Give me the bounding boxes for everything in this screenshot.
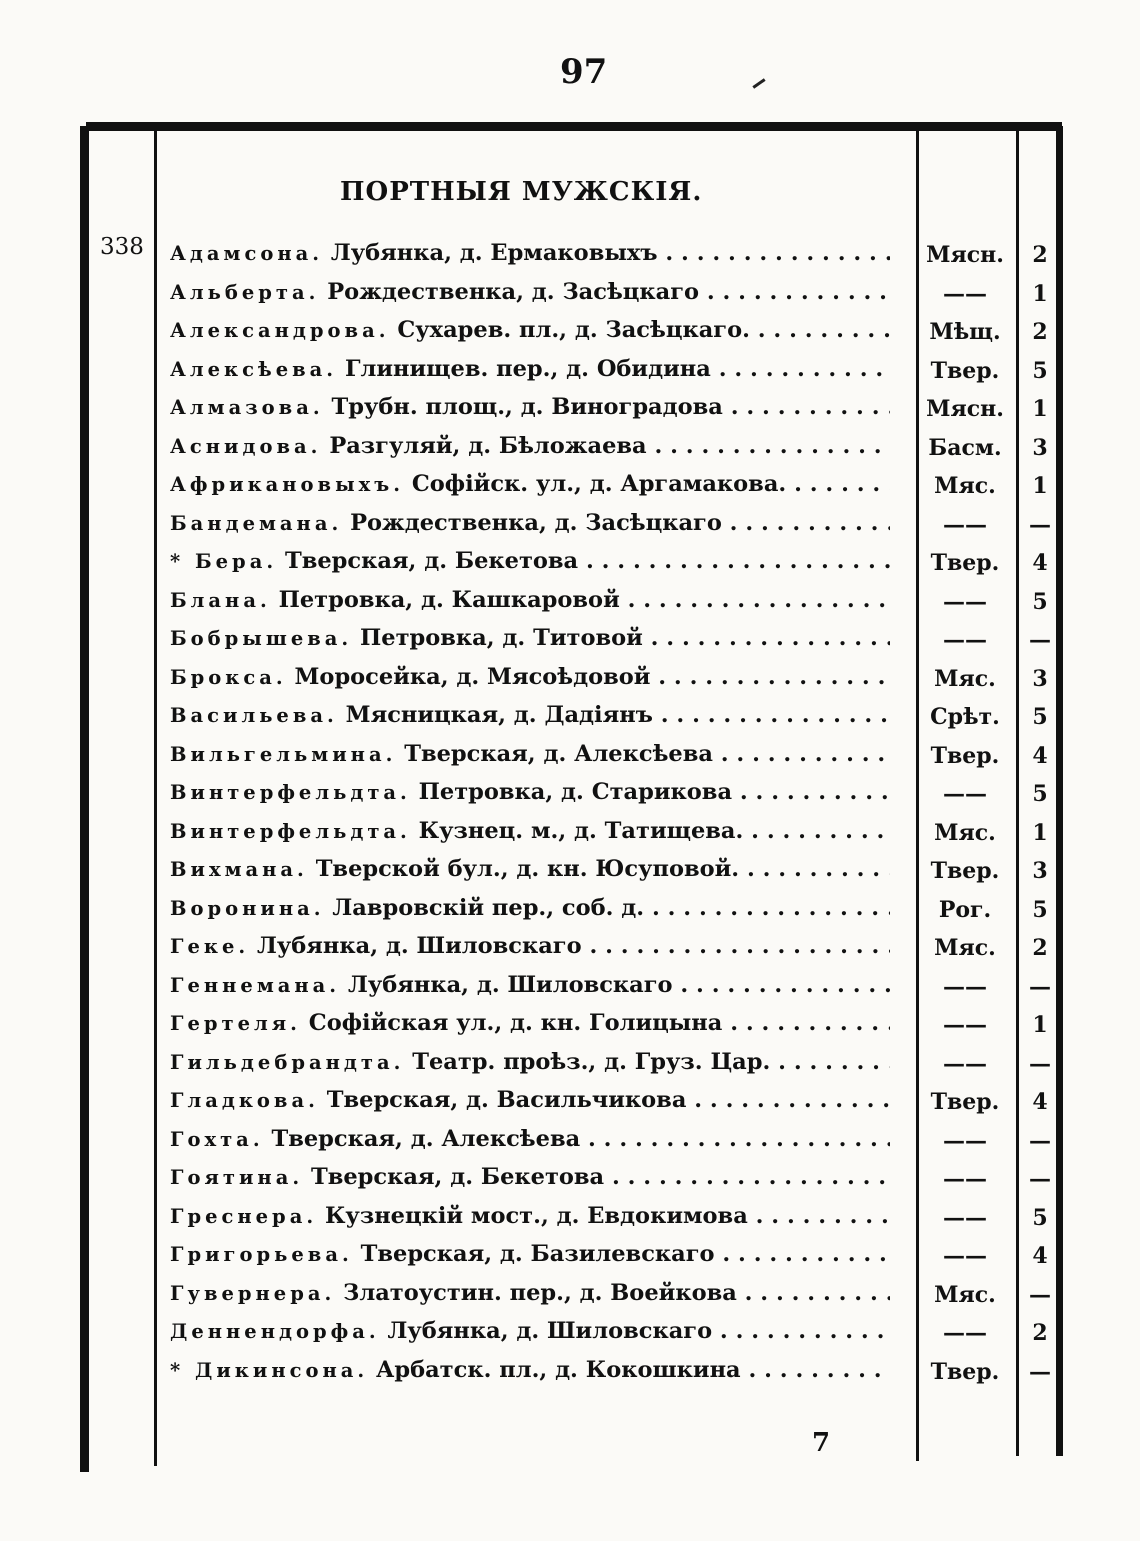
tailor-name: Александрова. <box>170 319 390 342</box>
district: —— <box>943 1320 987 1346</box>
list-item <box>170 1355 1060 1394</box>
ink-mark <box>752 78 765 88</box>
district: Мѣщ. <box>929 319 1001 345</box>
address: Лубянка, д. Шиловскаго <box>347 971 673 998</box>
list-item <box>170 893 1060 932</box>
list-item <box>170 970 1060 1009</box>
tailor-name: Альберта. <box>170 280 320 304</box>
section-heading: ПОРТНЫЯ МУЖСКІЯ. <box>340 177 703 207</box>
address: Моросейка, д. Мясоѣдовой <box>294 663 651 690</box>
district: —— <box>943 280 987 307</box>
count: 1 <box>1032 1012 1048 1038</box>
count: 4 <box>1032 1243 1048 1269</box>
address: Глинищев. пер., д. Обидина <box>344 355 711 382</box>
district: Мясн. <box>926 396 1004 422</box>
address: Петровка, д. Титовой <box>360 625 643 651</box>
district: —— <box>943 1204 987 1231</box>
count: 2 <box>1032 935 1048 961</box>
district: Басм. <box>928 434 1002 461</box>
district: Срѣт. <box>930 704 1000 730</box>
tailor-name: Алексѣева. <box>170 357 338 381</box>
tailor-name: Африкановыхъ. <box>170 473 405 496</box>
tailor-name: Бобрышева. <box>170 627 353 650</box>
entry-list <box>170 238 1060 1393</box>
address: Тверская, д. Алексѣева <box>271 1125 581 1152</box>
count: 5 <box>1032 1204 1048 1231</box>
district: Мяс. <box>934 665 996 692</box>
address: Лубянка, д. Ермаковыхъ <box>330 240 658 266</box>
district: —— <box>943 1127 987 1154</box>
list-item <box>170 931 1060 970</box>
district: —— <box>943 973 987 1000</box>
district: Рог. <box>938 896 992 923</box>
district: Мяс. <box>934 935 996 961</box>
list-item <box>170 392 1060 431</box>
address: Театр. проѣз., д. Груз. Цар. <box>412 1048 771 1075</box>
count: 5 <box>1032 588 1048 615</box>
list-item <box>170 1008 1060 1047</box>
count: 2 <box>1032 242 1048 268</box>
address: Рождественка, д. Засѣцкаго <box>350 509 722 536</box>
list-item <box>170 469 1060 508</box>
tailor-name: Геке. <box>170 935 250 958</box>
list-item <box>170 1085 1060 1124</box>
signature-mark: 7 <box>812 1428 831 1458</box>
tailor-name: Гладкова. <box>170 1089 319 1112</box>
tailor-name: Винтерфельдта. <box>170 781 411 804</box>
tailor-name: Алмазова. <box>170 396 324 419</box>
tailor-name: Гохта. <box>170 1127 264 1151</box>
address: Петровка, д. Кашкаровой <box>278 586 620 613</box>
count: 3 <box>1032 858 1048 884</box>
address: Тверская, д. Васильчикова <box>326 1087 687 1113</box>
address: Софійская ул., д. кн. Голицына <box>308 1010 723 1036</box>
address: Тверской бул., д. кн. Юсуповой. <box>315 856 740 882</box>
address: Рождественка, д. Засѣцкаго <box>327 278 700 305</box>
list-item <box>170 277 1060 316</box>
address: Кузнец. м., д. Татищева. <box>418 817 744 844</box>
tailor-name: Васильева. <box>170 704 338 727</box>
count: 5 <box>1032 896 1048 923</box>
tailor-name: Гоятина. <box>170 1166 304 1189</box>
tailor-name: Деннендорфа. <box>170 1320 380 1343</box>
district: Твер. <box>930 1358 1000 1385</box>
count: — <box>1029 1166 1051 1192</box>
tailor-name: Аснидова. <box>170 434 322 458</box>
tailor-name: Винтерфельдта. <box>170 819 411 843</box>
list-item <box>170 854 1060 893</box>
district: Мяс. <box>934 1281 996 1308</box>
address: Разгуляй, д. Бѣложаева <box>329 432 647 459</box>
address: Тверская, д. Бекетова <box>284 548 579 574</box>
tailor-name: * Дикинсона. <box>170 1358 369 1382</box>
district: —— <box>943 588 987 615</box>
list-item <box>170 1047 1060 1086</box>
tailor-name: Геннемана. <box>170 973 341 997</box>
list-item <box>170 662 1060 701</box>
count: 1 <box>1032 473 1048 499</box>
tailor-name: Блана. <box>170 588 271 612</box>
entry-number: 338 <box>100 234 144 260</box>
list-item <box>170 1239 1060 1278</box>
list-item <box>170 431 1060 470</box>
district: Твер. <box>930 742 1000 769</box>
list-item <box>170 1124 1060 1163</box>
tailor-name: * Бера. <box>170 550 278 573</box>
list-item <box>170 816 1060 855</box>
tailor-name: Гильдебрандта. <box>170 1050 405 1074</box>
district: Твер. <box>930 357 1000 384</box>
district: —— <box>943 511 987 538</box>
tailor-name: Гертеля. <box>170 1012 301 1035</box>
address: Тверская, д. Алексѣева <box>404 740 713 767</box>
list-item <box>170 700 1060 739</box>
count: — <box>1029 973 1051 1000</box>
count: — <box>1029 1127 1051 1154</box>
count: 5 <box>1032 704 1048 730</box>
list-item <box>170 1278 1060 1317</box>
district: Мясн. <box>926 242 1004 268</box>
column-rule <box>80 126 89 1472</box>
address: Арбатск. пл., д. Кокошкина <box>376 1356 741 1383</box>
count: 3 <box>1032 434 1048 461</box>
address: Софійск. ул., д. Аргамакова. <box>411 471 787 497</box>
list-item <box>170 315 1060 354</box>
tailor-name: Воронина. <box>170 896 325 920</box>
tailor-name: Вихмана. <box>170 858 308 881</box>
list-item <box>170 238 1060 277</box>
count: 4 <box>1032 550 1048 576</box>
count: 5 <box>1032 781 1048 807</box>
tailor-name: Брокса. <box>170 665 287 689</box>
list-item <box>170 1201 1060 1240</box>
district: —— <box>943 1012 987 1038</box>
count: 4 <box>1032 1089 1048 1115</box>
district: Твер. <box>930 858 1000 884</box>
column-rule <box>154 126 157 1466</box>
list-item <box>170 623 1060 662</box>
count: 3 <box>1032 665 1048 692</box>
district: —— <box>943 627 987 653</box>
list-item <box>170 354 1060 393</box>
address: Златоустин. пер., д. Воейкова <box>343 1279 737 1306</box>
tailor-name: Григорьева. <box>170 1243 353 1266</box>
tailor-name: Греснера. <box>170 1204 318 1228</box>
district: —— <box>943 781 987 807</box>
district: Мяс. <box>934 473 996 499</box>
count: 4 <box>1032 742 1048 769</box>
list-item <box>170 546 1060 585</box>
page-number: 97 <box>560 52 608 92</box>
count: — <box>1029 511 1051 538</box>
tailor-name: Вильгельмина. <box>170 742 397 766</box>
count: — <box>1029 1050 1051 1077</box>
address: Лавровскій пер., соб. д. <box>332 894 645 921</box>
address: Лубянка, д. Шиловскаго <box>257 933 582 959</box>
district: —— <box>943 1166 987 1192</box>
count: 1 <box>1032 819 1048 846</box>
address: Лубянка, д. Шиловскаго <box>387 1318 713 1344</box>
address: Петровка, д. Старикова <box>418 779 733 805</box>
count: 1 <box>1032 280 1048 307</box>
district: Мяс. <box>934 819 996 846</box>
list-item <box>170 739 1060 778</box>
address: Тверская, д. Базилевскаго <box>360 1241 715 1267</box>
list-item <box>170 777 1060 816</box>
list-item <box>170 1162 1060 1201</box>
directory-table <box>80 122 1062 1472</box>
count: 2 <box>1032 1320 1048 1346</box>
district: —— <box>943 1050 987 1077</box>
tailor-name: Гувернера. <box>170 1281 336 1305</box>
list-item <box>170 585 1060 624</box>
address: Мясницкая, д. Дадіянъ <box>345 702 653 728</box>
count: — <box>1029 1358 1051 1385</box>
address: Тверская, д. Бекетова <box>310 1164 605 1190</box>
count: — <box>1029 627 1051 653</box>
list-item <box>170 508 1060 547</box>
district: —— <box>943 1243 987 1269</box>
tailor-name: Бандемана. <box>170 511 343 535</box>
address: Сухарев. пл., д. Засѣцкаго. <box>397 317 750 343</box>
count: 5 <box>1032 357 1048 384</box>
count: — <box>1029 1281 1051 1308</box>
address: Кузнецкій мост., д. Евдокимова <box>324 1202 748 1229</box>
district: Твер. <box>930 1089 1000 1115</box>
district: Твер. <box>930 550 1000 576</box>
tailor-name: Адамсона. <box>170 242 324 265</box>
list-item <box>170 1316 1060 1355</box>
address: Трубн. площ., д. Виноградова <box>331 394 723 420</box>
count: 1 <box>1032 396 1048 422</box>
count: 2 <box>1032 319 1048 345</box>
